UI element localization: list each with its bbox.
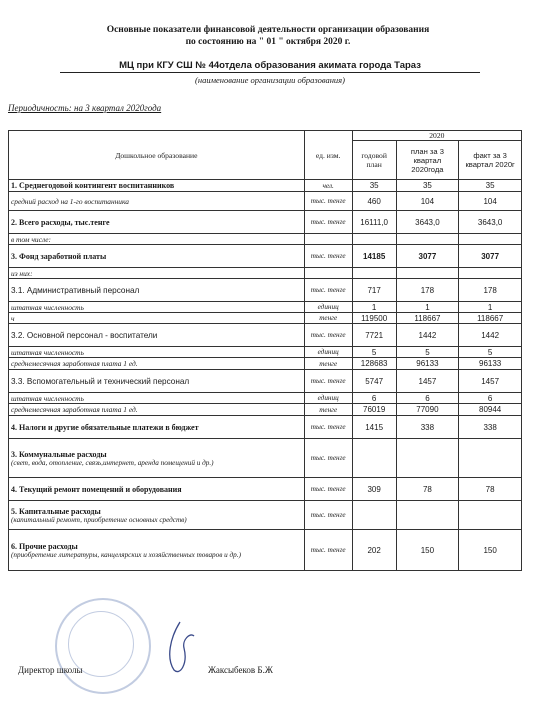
row-quarter-fact: 96133 — [459, 358, 522, 370]
table-row — [9, 211, 522, 234]
row-label-text: из них: — [11, 268, 33, 278]
table-row — [9, 416, 522, 439]
row-quarter-plan: 5 — [396, 347, 459, 358]
row-unit: тыс. тенге — [304, 501, 352, 530]
signature-icon — [160, 618, 200, 678]
row-label-text: 1. Среднегодовой контингент воспитанников — [11, 181, 175, 190]
row-quarter-plan: 96133 — [396, 358, 459, 370]
director-label: Директор школы — [18, 665, 83, 675]
row-quarter-plan: 118667 — [396, 313, 459, 324]
row-unit: тыс. тенге — [304, 324, 352, 347]
row-annual-plan — [352, 501, 396, 530]
row-label — [9, 358, 305, 370]
row-label — [9, 302, 305, 313]
organization-caption: (наименование организации образования) — [195, 75, 345, 85]
row-label-text: 5. Капитальные расходы — [11, 506, 101, 516]
row-label — [9, 530, 305, 571]
table-row — [9, 313, 522, 324]
row-quarter-plan: 35 — [396, 180, 459, 192]
column-header-year: 2020 — [352, 131, 521, 141]
row-label-text: штатная численность — [11, 393, 84, 403]
column-header-fact: факт за 3 квартал 2020г — [459, 141, 522, 180]
row-unit: тыс. тенге — [304, 439, 352, 478]
row-label-text: 3. Фонд заработной платы — [11, 251, 107, 261]
table-row — [9, 302, 522, 313]
row-quarter-plan: 3643,0 — [396, 211, 459, 234]
row-label — [9, 416, 305, 439]
table-row — [9, 279, 522, 302]
row-label-note: (свет, вода, отопление, связь,интернет, аренда помещений и др.) — [11, 458, 214, 467]
table-row — [9, 478, 522, 501]
table-row — [9, 347, 522, 358]
row-quarter-fact: 338 — [459, 416, 522, 439]
row-label-text: в том числе: — [11, 234, 52, 244]
table-row — [9, 180, 522, 192]
director-name: Жаксыбеков Б.Ж — [208, 665, 273, 675]
table-row — [9, 324, 522, 347]
table-row — [9, 404, 522, 416]
row-label-text: 3.1. Административный персонал — [11, 285, 140, 295]
row-quarter-plan: 178 — [396, 279, 459, 302]
row-annual-plan: 1 — [352, 302, 396, 313]
row-label-text: 3.3. Вспомогательный и технический персонал — [11, 376, 190, 386]
row-quarter-plan: 77090 — [396, 404, 459, 416]
row-annual-plan: 76019 — [352, 404, 396, 416]
row-unit: тыс. тенге — [304, 192, 352, 211]
table-row — [9, 439, 522, 478]
row-unit: тыс. тенге — [304, 416, 352, 439]
row-quarter-fact — [459, 268, 522, 279]
row-label-text: 4. Налоги и другие обязательные платежи в бюджет — [11, 422, 199, 432]
column-header-unit: ед. изм. — [304, 131, 352, 180]
row-label-text: 4. Текущий ремонт помещений и оборудования — [11, 484, 182, 494]
row-annual-plan: 35 — [352, 180, 396, 192]
row-label-text: 2. Всего расходы, тыс.тенге — [11, 217, 110, 227]
row-label-note: (приобретение литературы, канцелярских и хозяйственных товаров и др.) — [11, 550, 241, 559]
row-label-text: среднемесячная заработная плата 1 ед. — [11, 405, 138, 414]
row-quarter-fact: 3643,0 — [459, 211, 522, 234]
table-row — [9, 358, 522, 370]
row-annual-plan — [352, 234, 396, 245]
row-unit: тыс. тенге — [304, 370, 352, 393]
row-unit: тыс. тенге — [304, 279, 352, 302]
row-label-text: средний расход на 1-го воспитанника — [11, 196, 129, 206]
column-header-annual: годовой план — [352, 141, 396, 180]
table-row — [9, 530, 522, 571]
row-quarter-fact — [459, 501, 522, 530]
table-row — [9, 501, 522, 530]
row-annual-plan: 16111,0 — [352, 211, 396, 234]
row-label — [9, 211, 305, 234]
row-quarter-plan: 104 — [396, 192, 459, 211]
table-row — [9, 245, 522, 268]
row-label — [9, 180, 305, 192]
row-label — [9, 234, 305, 245]
row-quarter-plan: 150 — [396, 530, 459, 571]
table-row — [9, 370, 522, 393]
row-label-text: 3.2. Основной персонал - воспитатели — [11, 330, 158, 340]
row-quarter-plan: 78 — [396, 478, 459, 501]
row-label — [9, 313, 305, 324]
row-quarter-fact: 118667 — [459, 313, 522, 324]
row-annual-plan: 309 — [352, 478, 396, 501]
row-annual-plan: 5 — [352, 347, 396, 358]
row-quarter-plan — [396, 234, 459, 245]
row-quarter-plan — [396, 268, 459, 279]
row-annual-plan — [352, 439, 396, 478]
row-unit: тыс. тенге — [304, 530, 352, 571]
row-annual-plan: 14185 — [352, 245, 396, 268]
row-quarter-fact: 178 — [459, 279, 522, 302]
table-header-row-year — [9, 131, 522, 141]
row-unit: единиц — [304, 393, 352, 404]
row-label — [9, 192, 305, 211]
column-header-plan: план за 3 квартал 2020года — [396, 141, 459, 180]
periodicity: Периодичность: на 3 квартал 2020года — [8, 103, 162, 113]
row-quarter-plan: 3077 — [396, 245, 459, 268]
row-label — [9, 245, 305, 268]
row-quarter-fact — [459, 439, 522, 478]
row-label — [9, 347, 305, 358]
row-unit: тенге — [304, 358, 352, 370]
row-unit: тенге — [304, 404, 352, 416]
row-annual-plan: 6 — [352, 393, 396, 404]
row-quarter-fact: 6 — [459, 393, 522, 404]
row-unit — [304, 268, 352, 279]
row-label — [9, 279, 305, 302]
row-quarter-fact: 1442 — [459, 324, 522, 347]
table-row — [9, 192, 522, 211]
row-label — [9, 439, 305, 478]
row-quarter-fact: 80944 — [459, 404, 522, 416]
row-annual-plan: 1415 — [352, 416, 396, 439]
row-quarter-fact: 5 — [459, 347, 522, 358]
row-label — [9, 268, 305, 279]
organization-name: МЦ при КГУ СШ № 44отдела образования акимата города Тараз — [60, 60, 480, 73]
row-quarter-fact: 78 — [459, 478, 522, 501]
row-annual-plan: 717 — [352, 279, 396, 302]
row-quarter-plan: 6 — [396, 393, 459, 404]
row-quarter-fact — [459, 234, 522, 245]
table-row — [9, 234, 522, 245]
row-unit: чел. — [304, 180, 352, 192]
row-annual-plan — [352, 268, 396, 279]
row-annual-plan: 7721 — [352, 324, 396, 347]
row-quarter-plan: 1457 — [396, 370, 459, 393]
row-unit: тыс. тенге — [304, 245, 352, 268]
row-unit: тыс. тенге — [304, 211, 352, 234]
row-label — [9, 404, 305, 416]
row-annual-plan: 460 — [352, 192, 396, 211]
row-unit — [304, 234, 352, 245]
row-label — [9, 478, 305, 501]
table-row — [9, 268, 522, 279]
row-annual-plan: 5747 — [352, 370, 396, 393]
row-quarter-fact: 104 — [459, 192, 522, 211]
row-annual-plan: 119500 — [352, 313, 396, 324]
row-quarter-plan: 1442 — [396, 324, 459, 347]
row-label-text: штатная численность — [11, 347, 84, 357]
row-quarter-plan — [396, 439, 459, 478]
row-quarter-fact: 3077 — [459, 245, 522, 268]
row-label — [9, 324, 305, 347]
table-row — [9, 393, 522, 404]
column-header-title: Дошкольное образование — [9, 131, 305, 180]
financial-table — [8, 130, 522, 571]
row-quarter-plan — [396, 501, 459, 530]
row-annual-plan: 202 — [352, 530, 396, 571]
row-unit: единиц — [304, 347, 352, 358]
row-unit: тенге — [304, 313, 352, 324]
row-label-text: 3. Коммунальные расходы — [11, 449, 107, 459]
row-quarter-fact: 1 — [459, 302, 522, 313]
row-annual-plan: 128683 — [352, 358, 396, 370]
document-title-line1: Основные показатели финансовой деятельности организации образования — [106, 25, 430, 35]
row-quarter-fact: 150 — [459, 530, 522, 571]
row-label-text: штатная численность — [11, 302, 84, 312]
row-label-text: ч — [11, 313, 15, 323]
row-unit: тыс. тенге — [304, 478, 352, 501]
row-label-note: (капитальный ремонт, приобретение основных средств) — [11, 515, 187, 524]
row-label-text: среднемесячная заработная плата 1 ед. — [11, 359, 138, 368]
row-label-text: 6. Прочие расходы — [11, 541, 78, 551]
row-quarter-fact: 1457 — [459, 370, 522, 393]
document-title-line2: по состоянию на " 01 " октября 2020 г. — [185, 37, 351, 47]
row-label — [9, 501, 305, 530]
row-quarter-plan: 1 — [396, 302, 459, 313]
row-quarter-fact: 35 — [459, 180, 522, 192]
row-unit: единиц — [304, 302, 352, 313]
row-label — [9, 370, 305, 393]
row-label — [9, 393, 305, 404]
row-quarter-plan: 338 — [396, 416, 459, 439]
